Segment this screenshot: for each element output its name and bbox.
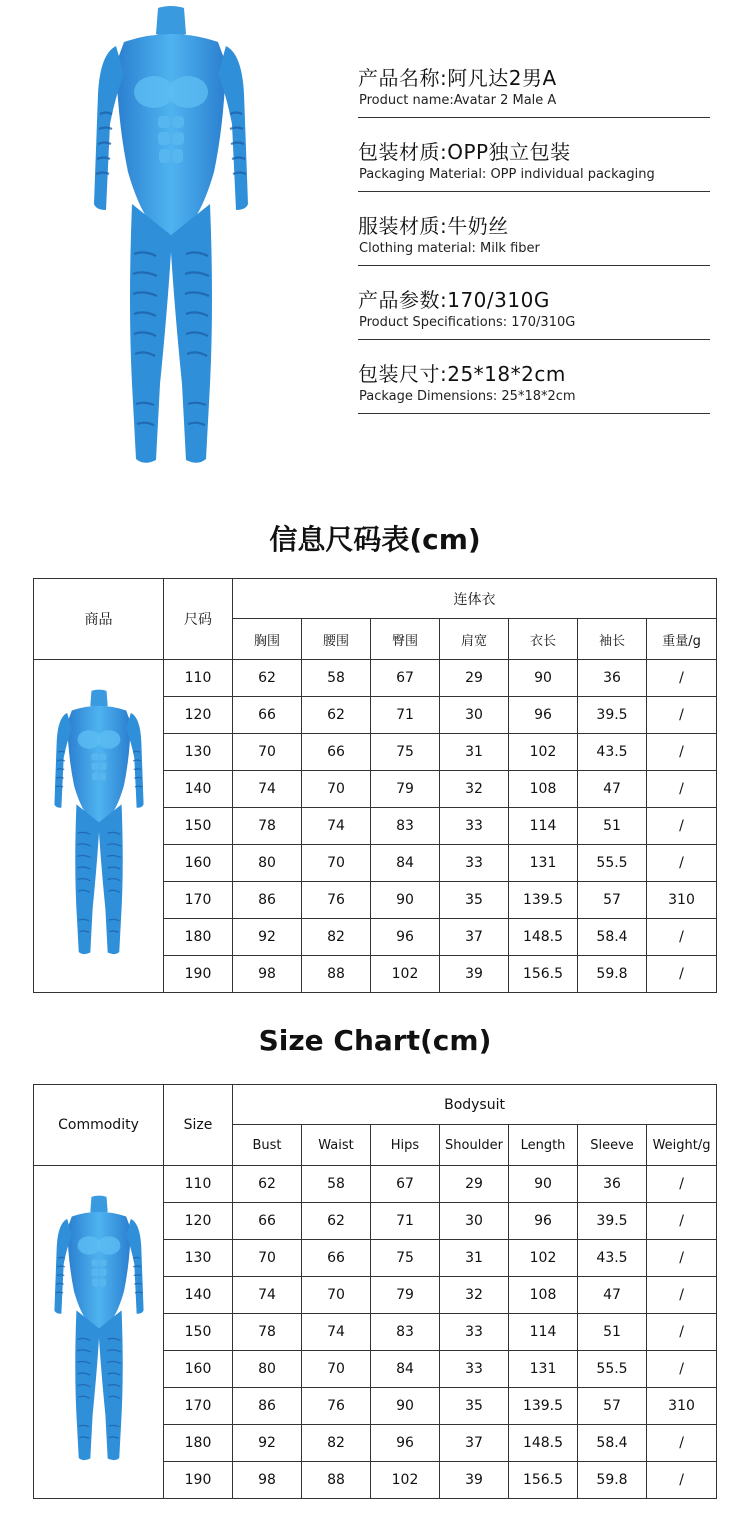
measurement-cell: 139.5 [509, 1388, 578, 1425]
measurement-cell: 66 [302, 734, 371, 771]
measurement-cell: 156.5 [509, 956, 578, 993]
column-header: 胸围 [233, 619, 302, 660]
measurement-cell: 55.5 [578, 845, 647, 882]
packaging-material-row [358, 132, 710, 206]
measurement-cell: 66 [302, 1240, 371, 1277]
size-cell: 160 [164, 1351, 233, 1388]
measurement-cell: 32 [440, 771, 509, 808]
measurement-cell: 70 [302, 845, 371, 882]
measurement-cell: 29 [440, 660, 509, 697]
column-header: Bust [233, 1125, 302, 1166]
measurement-cell: 79 [371, 1277, 440, 1314]
product-name-en: Product name:Avatar 2 Male A [359, 93, 557, 108]
column-header: Waist [302, 1125, 371, 1166]
measurement-cell: 47 [578, 1277, 647, 1314]
en-size-table [33, 1084, 717, 1499]
measurement-cell: 67 [371, 1166, 440, 1203]
measurement-cell: 310 [647, 1388, 717, 1425]
size-cell: 140 [164, 771, 233, 808]
clothing-material-row [358, 206, 710, 280]
measurement-cell: 84 [371, 1351, 440, 1388]
measurement-cell: 39 [440, 956, 509, 993]
measurement-cell: 70 [233, 1240, 302, 1277]
size-cell: 180 [164, 1425, 233, 1462]
size-cell: 170 [164, 1388, 233, 1425]
bodysuit-group-header: Bodysuit [233, 1085, 717, 1125]
measurement-cell: 102 [509, 1240, 578, 1277]
bodysuit-product-image [76, 4, 266, 472]
packaging-material-en: Packaging Material: OPP individual packaging [359, 167, 655, 182]
commodity-image-cell [34, 660, 164, 993]
measurement-cell: 114 [509, 1314, 578, 1351]
measurement-cell: 74 [302, 1314, 371, 1351]
measurement-cell: 148.5 [509, 1425, 578, 1462]
measurement-cell: 96 [509, 697, 578, 734]
clothing-material-cn: 服装材质:牛奶丝 [358, 214, 509, 238]
measurement-cell: / [647, 1314, 717, 1351]
measurement-cell: 62 [233, 1166, 302, 1203]
measurement-cell: 47 [578, 771, 647, 808]
measurement-cell: 33 [440, 1351, 509, 1388]
column-header: Weight/g [647, 1125, 717, 1166]
package-dimensions-en: Package Dimensions: 25*18*2cm [359, 389, 576, 404]
measurement-cell: 84 [371, 845, 440, 882]
measurement-cell: 70 [302, 1351, 371, 1388]
measurement-cell: 51 [578, 808, 647, 845]
measurement-cell: / [647, 1351, 717, 1388]
size-cell: 130 [164, 734, 233, 771]
measurement-cell: 62 [302, 1203, 371, 1240]
measurement-cell: 102 [371, 1462, 440, 1499]
divider [358, 265, 710, 266]
package-dimensions-cn: 包装尺寸:25*18*2cm [358, 362, 566, 386]
measurement-cell: 43.5 [578, 1240, 647, 1277]
measurement-cell: 76 [302, 1388, 371, 1425]
measurement-cell: 74 [233, 1277, 302, 1314]
measurement-cell: 90 [509, 1166, 578, 1203]
measurement-cell: 62 [302, 697, 371, 734]
measurement-cell: 66 [233, 1203, 302, 1240]
column-header: Length [509, 1125, 578, 1166]
column-header: 衣长 [509, 619, 578, 660]
measurement-cell: 98 [233, 1462, 302, 1499]
commodity-header: 商品 [34, 579, 164, 660]
measurement-cell: 33 [440, 1314, 509, 1351]
measurement-cell: 83 [371, 808, 440, 845]
measurement-cell: 79 [371, 771, 440, 808]
measurement-cell: 90 [371, 882, 440, 919]
measurement-cell: 96 [371, 1425, 440, 1462]
measurement-cell: 35 [440, 1388, 509, 1425]
column-header: Sleeve [578, 1125, 647, 1166]
measurement-cell: 88 [302, 956, 371, 993]
size-cell: 110 [164, 1166, 233, 1203]
measurement-cell: / [647, 660, 717, 697]
measurement-cell: / [647, 808, 717, 845]
column-header: Hips [371, 1125, 440, 1166]
measurement-cell: 59.8 [578, 1462, 647, 1499]
measurement-cell: 90 [371, 1388, 440, 1425]
divider [358, 191, 710, 192]
measurement-cell: 80 [233, 1351, 302, 1388]
measurement-cell: / [647, 1166, 717, 1203]
clothing-material-en: Clothing material: Milk fiber [359, 241, 540, 256]
measurement-cell: 108 [509, 771, 578, 808]
measurement-cell: 31 [440, 1240, 509, 1277]
product-specifications-en: Product Specifications: 170/310G [359, 315, 576, 330]
measurement-cell: / [647, 956, 717, 993]
measurement-cell: 75 [371, 1240, 440, 1277]
measurement-cell: 108 [509, 1277, 578, 1314]
measurement-cell: 33 [440, 845, 509, 882]
measurement-cell: 156.5 [509, 1462, 578, 1499]
measurement-cell: 66 [233, 697, 302, 734]
measurement-cell: 310 [647, 882, 717, 919]
column-header: 重量/g [647, 619, 717, 660]
measurement-cell: 78 [233, 1314, 302, 1351]
column-header: 肩宽 [440, 619, 509, 660]
measurement-cell: 70 [233, 734, 302, 771]
size-header: 尺码 [164, 579, 233, 660]
measurement-cell: 83 [371, 1314, 440, 1351]
measurement-cell: 37 [440, 919, 509, 956]
size-cell: 120 [164, 697, 233, 734]
measurement-cell: 43.5 [578, 734, 647, 771]
product-info-list [358, 58, 710, 428]
bodysuit-thumbnail [44, 679, 154, 969]
measurement-cell: / [647, 845, 717, 882]
measurement-cell: 30 [440, 697, 509, 734]
measurement-cell: 32 [440, 1277, 509, 1314]
measurement-cell: 58.4 [578, 1425, 647, 1462]
measurement-cell: 36 [578, 660, 647, 697]
divider [358, 413, 710, 414]
column-header: 臀围 [371, 619, 440, 660]
measurement-cell: 71 [371, 1203, 440, 1240]
measurement-cell: 74 [233, 771, 302, 808]
measurement-cell: 76 [302, 882, 371, 919]
column-header: 腰围 [302, 619, 371, 660]
cn-size-chart-title: 信息尺码表(cm) [269, 523, 481, 556]
measurement-cell: 29 [440, 1166, 509, 1203]
packaging-material-cn: 包装材质:OPP独立包装 [358, 140, 571, 164]
measurement-cell: 57 [578, 882, 647, 919]
measurement-cell: / [647, 1277, 717, 1314]
measurement-cell: 131 [509, 845, 578, 882]
column-header: Shoulder [440, 1125, 509, 1166]
measurement-cell: 148.5 [509, 919, 578, 956]
measurement-cell: 92 [233, 919, 302, 956]
size-cell: 180 [164, 919, 233, 956]
measurement-cell: 57 [578, 1388, 647, 1425]
measurement-cell: 71 [371, 697, 440, 734]
measurement-cell: / [647, 734, 717, 771]
table-row [34, 660, 717, 697]
commodity-image-cell [34, 1166, 164, 1499]
measurement-cell: 114 [509, 808, 578, 845]
measurement-cell: 30 [440, 1203, 509, 1240]
commodity-header: Commodity [34, 1085, 164, 1166]
size-cell: 140 [164, 1277, 233, 1314]
measurement-cell: 58.4 [578, 919, 647, 956]
product-specifications-cn: 产品参数:170/310G [358, 288, 550, 312]
measurement-cell: / [647, 697, 717, 734]
measurement-cell: 62 [233, 660, 302, 697]
size-cell: 160 [164, 845, 233, 882]
measurement-cell: 59.8 [578, 956, 647, 993]
measurement-cell: 55.5 [578, 1351, 647, 1388]
package-dimensions-row [358, 354, 710, 428]
measurement-cell: 39.5 [578, 1203, 647, 1240]
size-cell: 120 [164, 1203, 233, 1240]
product-specifications-row [358, 280, 710, 354]
measurement-cell: 75 [371, 734, 440, 771]
measurement-cell: 39 [440, 1462, 509, 1499]
measurement-cell: 33 [440, 808, 509, 845]
size-cell: 190 [164, 1462, 233, 1499]
divider [358, 339, 710, 340]
measurement-cell: 92 [233, 1425, 302, 1462]
size-cell: 170 [164, 882, 233, 919]
product-name-row [358, 58, 710, 132]
measurement-cell: 86 [233, 1388, 302, 1425]
column-header: 袖长 [578, 619, 647, 660]
measurement-cell: 86 [233, 882, 302, 919]
measurement-cell: 80 [233, 845, 302, 882]
measurement-cell: 39.5 [578, 697, 647, 734]
product-name-cn: 产品名称:阿凡达2男A [358, 66, 557, 90]
bodysuit-group-header: 连体衣 [233, 579, 717, 619]
measurement-cell: 70 [302, 771, 371, 808]
size-header: Size [164, 1085, 233, 1166]
measurement-cell: 37 [440, 1425, 509, 1462]
measurement-cell: 74 [302, 808, 371, 845]
bodysuit-thumbnail [44, 1185, 154, 1475]
measurement-cell: 35 [440, 882, 509, 919]
measurement-cell: 102 [371, 956, 440, 993]
size-cell: 110 [164, 660, 233, 697]
measurement-cell: 31 [440, 734, 509, 771]
measurement-cell: 36 [578, 1166, 647, 1203]
measurement-cell: / [647, 919, 717, 956]
measurement-cell: / [647, 771, 717, 808]
table-row [34, 1166, 717, 1203]
measurement-cell: 139.5 [509, 882, 578, 919]
measurement-cell: 131 [509, 1351, 578, 1388]
measurement-cell: / [647, 1462, 717, 1499]
measurement-cell: 102 [509, 734, 578, 771]
measurement-cell: / [647, 1425, 717, 1462]
measurement-cell: 88 [302, 1462, 371, 1499]
en-size-chart-title: Size Chart(cm) [258, 1024, 492, 1057]
cn-size-table [33, 578, 717, 993]
size-cell: 190 [164, 956, 233, 993]
measurement-cell: 98 [233, 956, 302, 993]
measurement-cell: 58 [302, 660, 371, 697]
measurement-cell: 82 [302, 1425, 371, 1462]
measurement-cell: / [647, 1203, 717, 1240]
measurement-cell: 96 [509, 1203, 578, 1240]
measurement-cell: 96 [371, 919, 440, 956]
measurement-cell: 90 [509, 660, 578, 697]
size-cell: 150 [164, 808, 233, 845]
measurement-cell: 70 [302, 1277, 371, 1314]
size-cell: 150 [164, 1314, 233, 1351]
measurement-cell: 58 [302, 1166, 371, 1203]
measurement-cell: 78 [233, 808, 302, 845]
measurement-cell: 82 [302, 919, 371, 956]
measurement-cell: 51 [578, 1314, 647, 1351]
divider [358, 117, 710, 118]
measurement-cell: 67 [371, 660, 440, 697]
size-cell: 130 [164, 1240, 233, 1277]
measurement-cell: / [647, 1240, 717, 1277]
